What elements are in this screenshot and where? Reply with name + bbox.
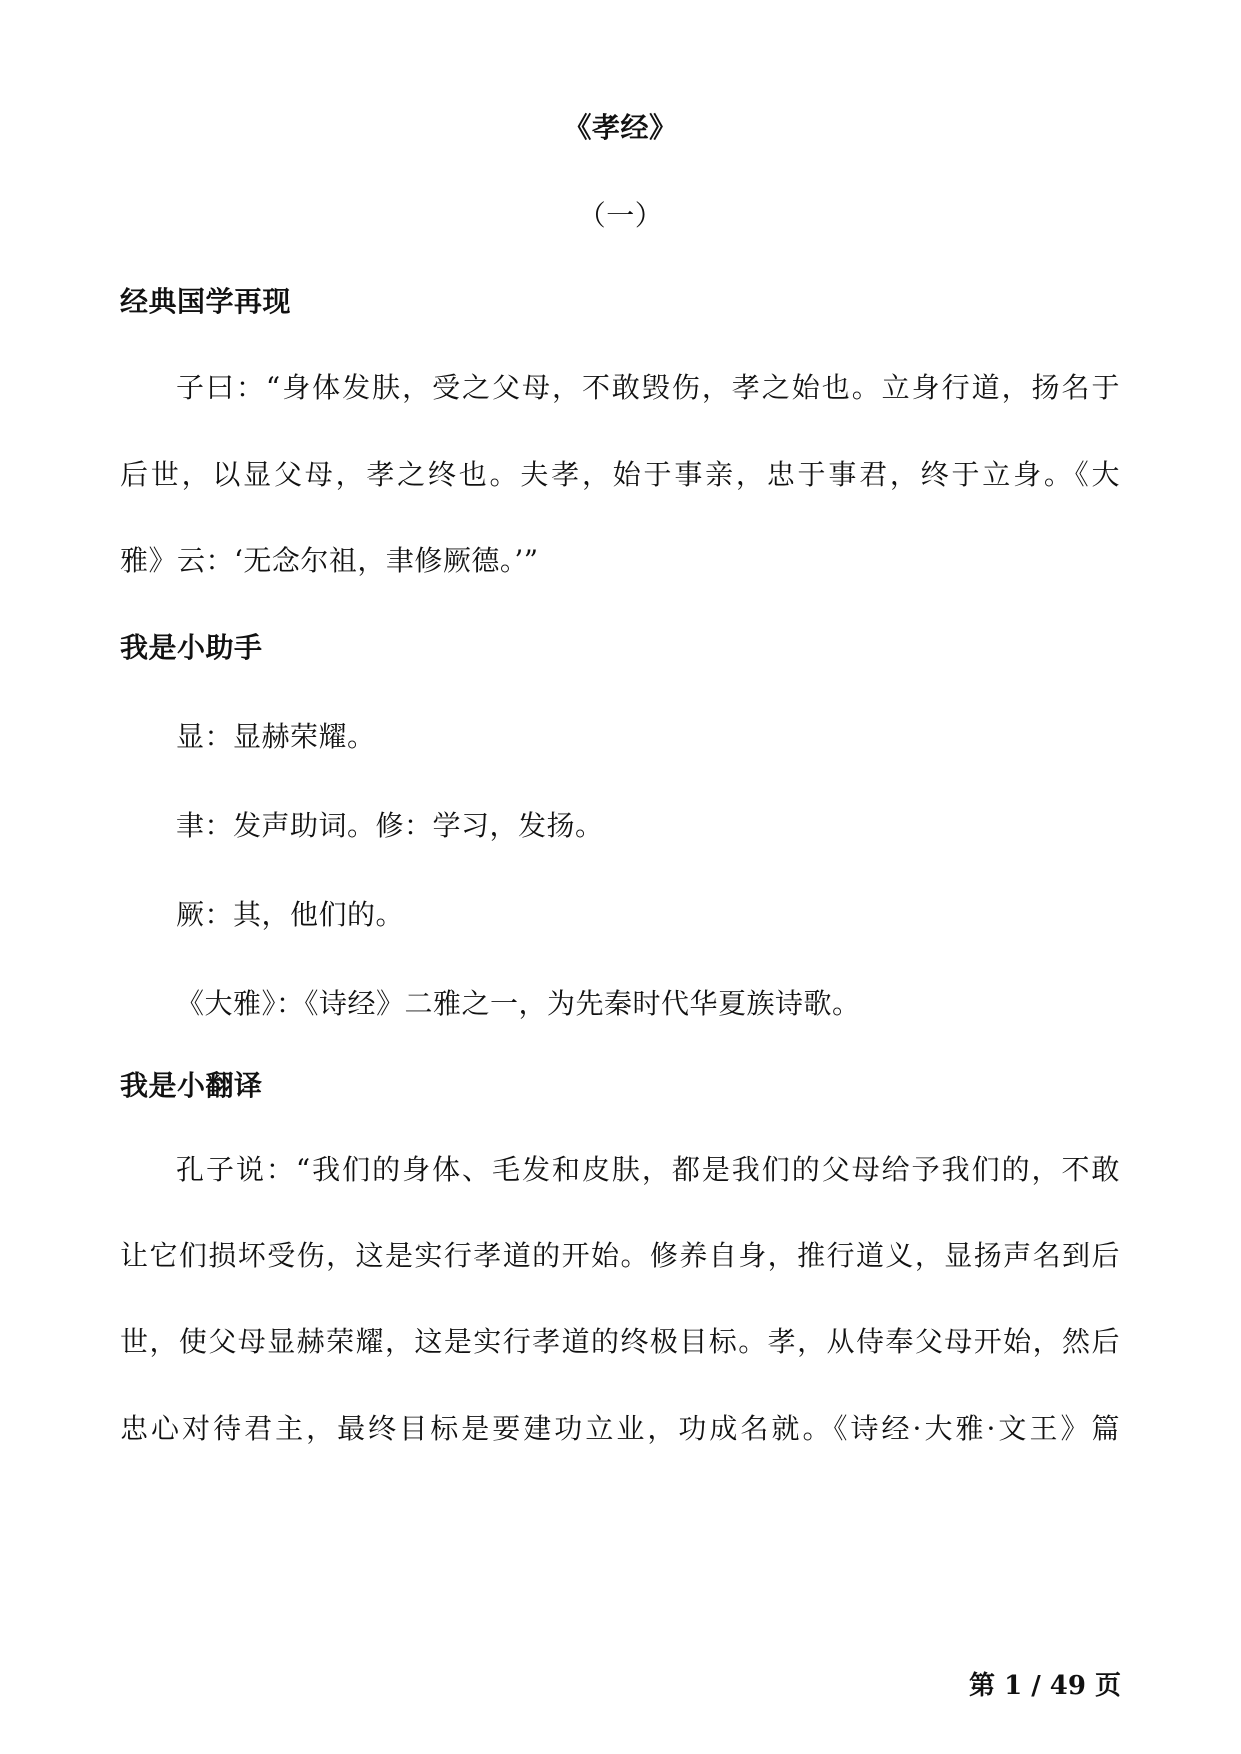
page-number: 第 1 / 49 页 <box>969 1671 1121 1701</box>
section-heading-translation: 我是小翻译 <box>120 1069 263 1102</box>
document-subtitle: （一） <box>577 199 664 232</box>
paragraph-line: 子曰：“身体发肤，受之父母，不敢毁伤，孝之始也。立身行道，扬名于 <box>176 371 1120 404</box>
annotation-line: 厥：其，他们的。 <box>176 898 405 931</box>
paragraph-line: 后世，以显父母，孝之终也。夫孝，始于事亲，忠于事君，终于立身。《大 <box>120 458 1120 491</box>
annotation-line: 显：显赫荣耀。 <box>176 720 376 753</box>
paragraph-line: 雅》云：‘无念尔祖，聿修厥德。’” <box>120 544 539 577</box>
annotation-line: 聿：发声助词。修：学习，发扬。 <box>176 809 604 842</box>
annotation-line: 《大雅》：《诗经》二雅之一，为先秦时代华夏族诗歌。 <box>176 987 861 1020</box>
section-heading-classic: 经典国学再现 <box>120 285 292 318</box>
paragraph-line: 世，使父母显赫荣耀，这是实行孝道的终极目标。孝，从侍奉父母开始，然后 <box>120 1325 1120 1358</box>
section-heading-helper: 我是小助手 <box>120 631 263 664</box>
paragraph-line: 孔子说：“我们的身体、毛发和皮肤，都是我们的父母给予我们的，不敢 <box>176 1153 1120 1186</box>
document-title: 《孝经》 <box>563 111 678 144</box>
paragraph-line: 让它们损坏受伤，这是实行孝道的开始。修养自身，推行道义，显扬声名到后 <box>120 1239 1120 1272</box>
paragraph-line: 忠心对待君主，最终目标是要建功立业，功成名就。《诗经·大雅·文王》篇 <box>120 1412 1120 1445</box>
